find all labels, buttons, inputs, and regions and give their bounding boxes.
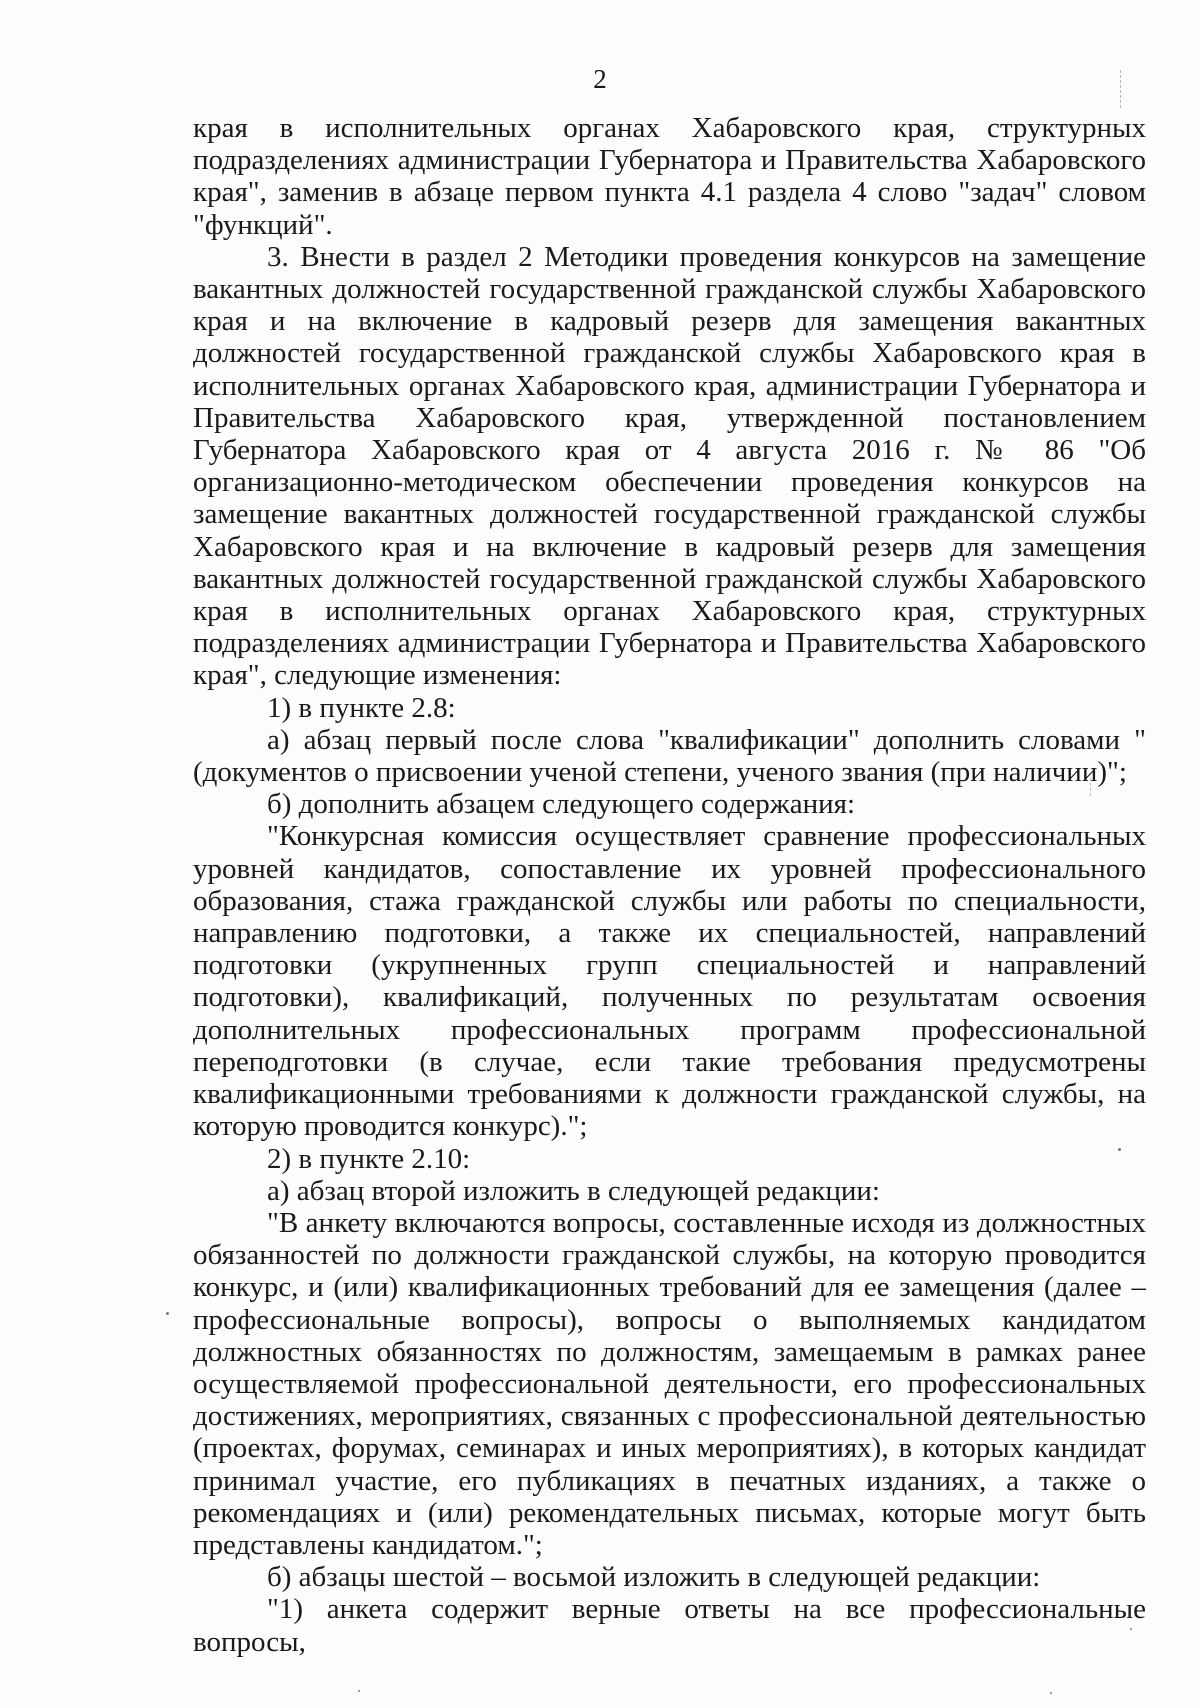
scan-speck [1130,1628,1132,1630]
scan-speck [166,1312,169,1315]
paragraph-subitem-1b: б) дополнить абзацем следующего содержания: [267,788,856,821]
scan-mark [1090,778,1092,796]
paragraph-quoted-text-3: "1) анкета содержит верные ответы на все профессиональные вопросы, [193,1593,1146,1658]
paragraph-subitem-1: 1) в пункте 2.8: [267,691,456,724]
paragraph-item-3: 3. Внести в раздел 2 Методики проведения конкурсов на замещение вакантных должностей государственной гражданской службы Хабаровского края и на включение в кадровый резерв для замещения вакантных должностей государственной гражданской службы Хабаровского края в исполнительных органах Хабаровского края, администрации Губернатора и Правительства Хабаровского края, утвержденной постановлением Губернатора Хабаровского края от 4 августа 2016 г. № 86 "Об организационно-методическом обеспечении проведения конкурсов на замещение вакантных должностей государственной гражданской службы Хабаровского края и на включение в кадровый резерв для замещения вакантных должностей государственной гражданской службы Хабаровского края в исполнительных органах Хабаровского края, структурных подразделениях администрации Губернатора и Правительства Хабаровского края", следующие изменения: [193,240,1146,692]
paragraph-subitem-2: 2) в пункте 2.10: [267,1142,471,1175]
scan-speck [1118,1148,1121,1151]
paragraph-subitem-1a: а) абзац первый после слова "квалификации" дополнить словами "(документов о присвоении ученой степени, ученого звания (при наличии)"; [193,723,1146,789]
scan-speck [358,1690,360,1692]
page-number: 2 [593,64,607,94]
document-body [193,112,1146,1658]
paragraph-quoted-text-1: "Конкурсная комиссия осуществляет сравнение профессиональных уровней кандидатов, сопоставление их уровней профессионального образования, стажа гражданской службы или работы по специальности, направлению подготовки, а также их специальностей, направлений подготовки (укрупненных групп специальностей и направлений подготовки), квалификаций, полученных по результатам освоения дополнительных профессиональных программ профессиональной переподготовки (в случае, если такие требования предусмотрены квалификационными требованиями к должности гражданской службы, на которую проводится конкурс)."; [193,820,1146,1143]
scan-mark [1120,70,1122,108]
paragraph-quoted-text-2: "В анкету включаются вопросы, составленные исходя из должностных обязанностей по должности гражданской службы, на которую проводится конкурс, и (или) квалификационных требований для ее замещения (далее – профессиональные вопросы), вопросы о выполняемых кандидатом должностных обязанностях по должностям, замещаемым в рамках ранее осуществляемой профессиональной деятельности, его профессиональных достижениях, мероприятиях, связанных с профессиональной деятельностью (проектах, форумах, семинарах и иных мероприятиях), в которых кандидат принимал участие, его публикациях в печатных изданиях, а также о рекомендациях и (или) рекомендательных письмах, которые могут быть представлены кандидатом."; [193,1206,1146,1561]
paragraph-continuation: края в исполнительных органах Хабаровского края, структурных подразделениях администрации Губернатора и Правительства Хабаровского края", заменив в абзаце первом пункта 4.1 раздела 4 слово "задач" словом "функций". [193,112,1146,241]
paragraph-subitem-2b: б) абзацы шестой – восьмой изложить в следующей редакции: [267,1561,1041,1594]
paragraph-subitem-2a: а) абзац второй изложить в следующей редакции: [267,1174,880,1207]
scan-speck [1050,1692,1052,1694]
